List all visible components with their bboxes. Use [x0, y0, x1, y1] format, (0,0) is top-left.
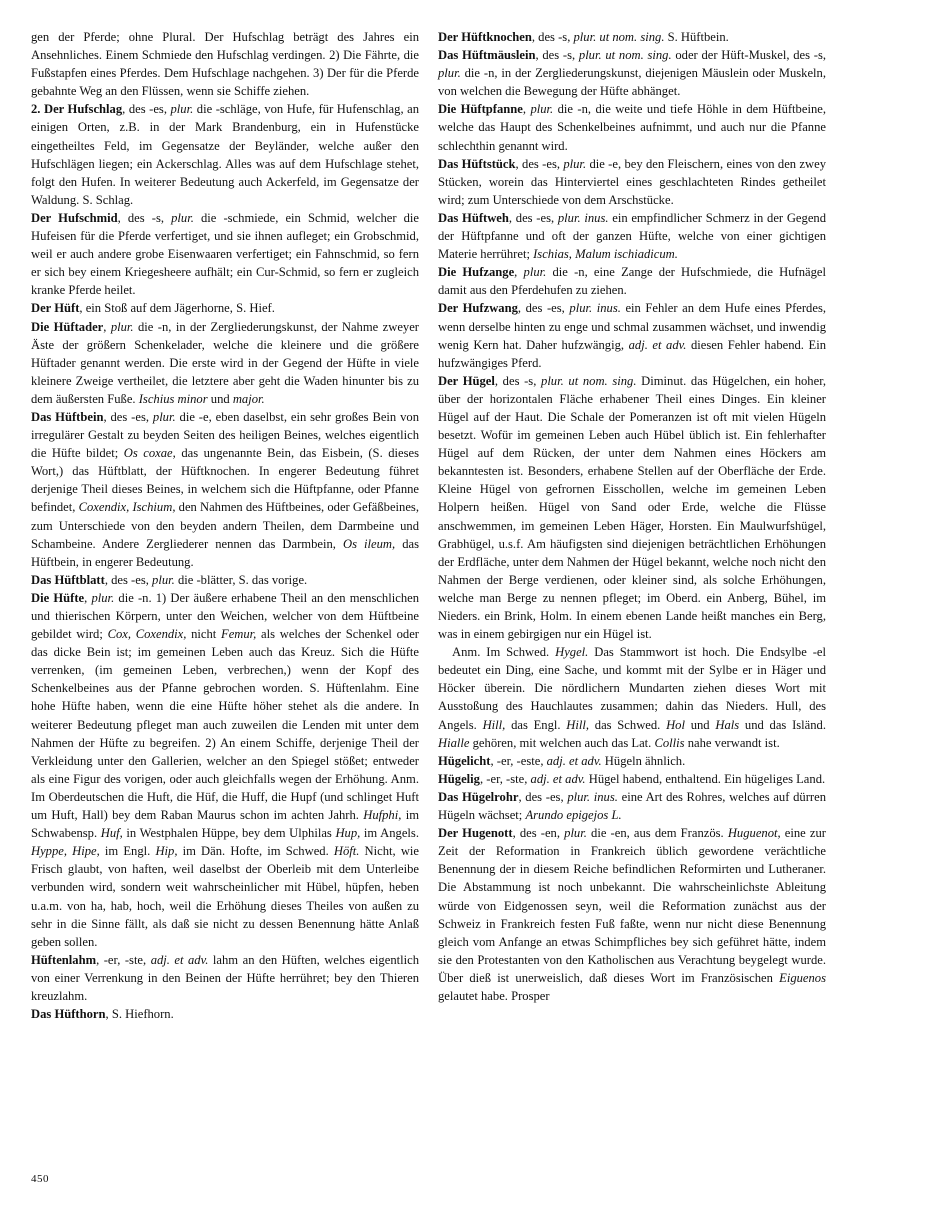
italic-term: Hip,: [155, 844, 178, 859]
italic-term: Femur,: [221, 627, 257, 642]
entry-text: als welches der Schenkel oder das dicke Bein ist; im gemeinen Leben auch das Kreuz. Sich die Hüfte verrenken, (im gemeinen Leben, verbrechen,) wenn der Kopf des Schenkelbeines aus der Pfanne gebrochen worden. S. Hüftenlahm. Eine hohe Hüfte haben, wenn die eine Hüfte höher stehet als die andere. In weiterer Bedeutung pfleget man auch zuweilen die Lenden mit unter dem Nahmen der Hüfte zu begreifen. 2) An einem Schiffe, derjenige Theil der Verkleidung unter den Gallerien, welcher an den Spiegel stößet; entweder als eine Figur des vorigen, oder auch gleichfalls wegen der Erhöhung. Anm. Im Oberdeutschen die Huft, die Hüf, die Huff, die Hupf (und schlinget Huft um Huft, Hall) bey dem Raban Maurus schon im achten Jahrh.: [31, 627, 419, 823]
entry-text: Hügeln ähnlich.: [601, 753, 686, 768]
entry-headword: Das Hüftweh: [438, 210, 509, 225]
entry-text: , S. Hiefhorn.: [105, 1007, 174, 1022]
italic-term: Hygel.: [555, 645, 589, 660]
entry-text: das Engl.: [505, 717, 567, 732]
italic-term: adj. et adv.: [150, 952, 209, 967]
entry-headword: Das Hügelrohr: [438, 789, 519, 804]
entry-text: die -n, die weite und tiefe Höhle in dem Hüftbeine, welche das Haupt des Schenkelbeines aufnimmt, und auch nur die Pfanne schlechthin genannt wird.: [438, 102, 826, 153]
entry-text: diesen Fehler habend. Ein hufzwängiges Pferd.: [438, 337, 826, 370]
italic-term: adj. et adv.: [530, 771, 586, 786]
entry-text: im Engl.: [99, 844, 156, 859]
entry-text: , des -es,: [103, 409, 153, 424]
entry-text: ein Fehler an dem Hufe eines Pferdes, wenn derselbe hinten zu enge und schmal zusammen wächset, und inwendig wenig Kern hat. Daher hufzwängig,: [438, 301, 826, 352]
entry-text: , des -s,: [531, 30, 574, 44]
entry-headword: Die Hüfte: [31, 590, 85, 605]
italic-term: plur.: [563, 156, 587, 171]
italic-term: Huguenot,: [727, 826, 781, 841]
entry-text: das ungenannte Bein, das Eisbein, (S. dieses Wort,) das Hüftblatt, der Hüftknochen. In engerer Bedeutung führet derjenige Theil dieses Beines, in welchem sich die Hüftpfanne, oder Pfanne befindet,: [31, 446, 420, 515]
italic-term: Ischias, Malum ischiadicum.: [533, 247, 678, 262]
italic-term: plur. inus.: [567, 789, 618, 804]
entry-text: , des -es,: [104, 572, 153, 587]
italic-term: plur.: [91, 590, 115, 605]
italic-term: major.: [232, 391, 265, 406]
entry-text: die -n, in der Zergliederungskunst, der Nahme zweyer Äste der größern Schenkelader, welche die kleinere und die größere Hüftader genannt werden. Die erste wird in der Gegend der Hüfte in viele kleinere Zweige vertheilet, die letztere aber geht die Waden hinunter bis zu dem äußersten Fuße.: [31, 319, 420, 406]
entry-text: gelautet habe. Prosper: [438, 988, 550, 1003]
entry-headword: Die Hüftader: [31, 319, 104, 334]
entry-text: die -e, eben daselbst, ein sehr großes Bein von irregulärer Gestalt zu beyden Seiten des heiligen Beines, welches eigentlich die Hüfte bildet;: [31, 409, 419, 461]
dictionary-entry: [31, 1005, 419, 1023]
italic-term: Arundo epigejos L.: [525, 808, 622, 823]
entry-text: das Hüftbein, in engerer Bedeutung.: [31, 536, 419, 569]
entry-headword: Das Hüftbein: [31, 409, 104, 424]
italic-term: Huf,: [100, 826, 123, 841]
entry-text: , -er, -este,: [490, 753, 547, 768]
entry-text: ,: [514, 265, 524, 280]
entry-text: die -en, aus dem Französ.: [586, 826, 728, 841]
entry-headword: Der Hugenott: [438, 826, 513, 841]
italic-term: Höft.: [333, 844, 360, 859]
entry-text: und: [684, 717, 716, 732]
entry-text: eine zur Zeit der Reformation in Frankreich üblich gewordene verächtliche Benennung der in diesem Reiche befindlichen Reformirten und Lutheraner. Die Abstammung ist noch unbekannt. Die wahrscheinlichste Ableitung würde von Eidgenossen seyn, weil die Reformation zunächst aus der Schweiz in Frankreich festen Fuß faßte, wenn nur nicht diese Benennung gleich vom Anfange an etwas Schimpfliches bey sich geführet hätte, indem sie den Protestanten von den Katholischen aus Verachtung beygelegt wurde. Über dieß ist unerweislich, daß dieses Wort im Französischen: [438, 826, 826, 985]
dictionary-entry: [438, 770, 826, 788]
italic-term: Hialle: [438, 735, 470, 750]
right-column: [438, 28, 826, 1005]
italic-term: adj. et adv.: [628, 337, 687, 352]
entry-text: Das Stammwort ist hoch. Die Endsylbe -el bedeutet ein Ding, eine Sache, und kommt mit der Sylbe er in Häger und Höcker überein. Die nördlichern Mundarten ziehen dieses Wort mit Ausstoßung des Hauchlautes zusammen; dahin das Nieders. Hull, des Angels.: [438, 645, 826, 732]
dictionary-entry: [31, 28, 419, 100]
entry-text: im Dän. Hofte, im Schwed.: [177, 844, 334, 859]
italic-term: plur.: [530, 102, 554, 117]
entry-text: Diminut. das Hügelchen, ein hoher, über der horizontalen Fläche erhabener Theil eines Dinges. Ein kleiner Hügel auf der Haut. Die Schale der Pomeranzen ist oft mit vielen Hügeln besetzt. Wofür im gemeinen Leben auch Hübel üblich ist. Ein fehlerhafter Hügel auf dem Rücken, der unter dem Nahmen eines Höckers am bekanntesten ist. Besonders, erhabene Stellen auf der Oberfläche der Erde. Kleine Hügel von gefrornen Eisschollen, welche im gemeinen Leben Holpern heißen. Hügel von Sand oder Erde, welche die Flüsse anschwemmen, im gemeinen Leben Häger, Horsten. Ein Maulwurfshügel, Grabhügel, u.s.f. Am häufigsten sind diejenigen beträchtlichen Erhöhungen der Erdfläche, unter dem Nahmen der Hügel bekannt, welche noch nicht den Nahmen der Berge verdienen, oder kleiner sind, als solche Erhöhungen, welche man Berge zu nennen pfleget; im Oberd. ein Anberg, Bühel, im Nieders. ein Brink, Holm. In einem ebenen Lande heißt manches ein Berg, was in einem gebirgigen nur ein Hügel ist.: [438, 373, 827, 642]
italic-term: plur.: [438, 66, 461, 81]
italic-term: Hufphi,: [363, 808, 402, 823]
dictionary-entry: [438, 28, 826, 46]
dictionary-entry: [31, 589, 419, 951]
italic-term: plur.: [523, 265, 547, 280]
dictionary-entry: [31, 951, 419, 1005]
italic-term: Ischius minor: [138, 391, 208, 406]
entry-text: im Angels.: [360, 826, 419, 841]
entry-text: , -er, -ste,: [96, 952, 151, 967]
entry-text: ,: [103, 319, 111, 334]
dictionary-entry: [438, 100, 826, 154]
entry-text: ,: [522, 102, 531, 117]
italic-term: Hol: [666, 717, 685, 732]
italic-term: plur.: [564, 826, 587, 841]
italic-term: plur.: [110, 319, 134, 334]
italic-term: plur. inus.: [569, 301, 621, 316]
italic-term: Coxendix, Ischium,: [78, 500, 176, 515]
entry-text: die -schmiede, ein Schmid, welcher die Hufeisen für die Pferde verfertiget, und sie ihnen aufleget; ein Grobschmid, weil er auch andere grobe Eisenwaaren verfertiget; ein Fahnschmid, so fern er sich bey einem Kriegesheere aufhält; ein Cur-Schmid, so fern er zugleich kranke Pferde heilet.: [31, 210, 420, 298]
entry-headword: Hügelicht: [438, 753, 491, 768]
italic-term: plur. ut nom. sing.: [573, 30, 665, 44]
italic-term: Hals: [715, 717, 740, 732]
entry-text: oder der Hüft-Muskel, des -s,: [671, 48, 826, 63]
italic-term: plur.: [170, 102, 194, 117]
entry-text: die -blätter, S. das vorige.: [174, 572, 308, 587]
dictionary-entry: [438, 263, 826, 299]
entry-text: , des -s,: [494, 373, 542, 388]
entry-text: die -n. 1) Der äußere erhabene Theil an den menschlichen und thierischen Körpern, unter den Weichen, welcher von dem Hüftbeine gebildet wird;: [31, 590, 420, 642]
italic-term: plur.: [152, 409, 176, 424]
italic-term: plur. ut nom. sing.: [541, 373, 637, 388]
entry-headword: Der Hüft: [31, 301, 80, 316]
italic-term: Collis: [654, 735, 685, 750]
entry-text: nicht: [186, 627, 221, 642]
entry-headword: Der Hüftknochen: [438, 30, 532, 44]
entry-text: und: [207, 391, 233, 406]
italic-term: Hill,: [566, 717, 590, 732]
dictionary-entry: [438, 299, 826, 371]
italic-term: plur. inus.: [557, 210, 609, 225]
dictionary-entry: [438, 46, 826, 100]
entry-headword: Das Hüftstück: [438, 156, 516, 171]
entry-text: , des -en,: [512, 826, 565, 841]
italic-term: plur. ut nom. sing.: [578, 48, 672, 63]
entry-text: die -n, in der Zergliederungskunst, diejenigen Mäuslein oder Muskeln, von welchen die Bewegung der Hüfte abhänget.: [438, 66, 826, 99]
left-column: [31, 28, 419, 1023]
dictionary-entry: [31, 571, 419, 589]
italic-term: plur.: [152, 572, 175, 587]
entry-text: , des -s,: [535, 48, 579, 63]
dictionary-entry: [438, 824, 826, 1005]
entry-text: gehören, mit welchen auch das Lat.: [469, 735, 655, 750]
italic-term: adj. et adv.: [546, 753, 602, 768]
entry-text: ,: [84, 590, 92, 605]
entry-text: im Schwabensp.: [31, 808, 419, 841]
dictionary-entry: [31, 100, 419, 209]
entry-text: und das Isländ.: [739, 717, 826, 732]
dictionary-entry: [438, 372, 826, 643]
italic-term: Cox, Coxendix,: [107, 627, 187, 642]
dictionary-entry: [31, 209, 419, 299]
entry-text: die -n, eine Zange der Hufschmiede, die Hufnägel damit aus den Pferdehufen zu ziehen.: [438, 265, 827, 298]
entry-headword: 2. Der Hufschlag: [31, 102, 123, 117]
entry-text: , des -es,: [515, 156, 564, 171]
entry-text: die -e, bey den Fleischern, eines von den zwey Stücken, worein das Hinterviertel eines geschlachteten Rindes getheilet wird; zum Unterschiede von dem Arschstücke.: [438, 156, 827, 207]
entry-text: Nicht, wie Frisch glaubt, von haften, weil daselbst der Oberleib mit dem Unterleibe verbunden wird, sondern weit wahrscheinlicher mit Hübel, hüpfen, heben u.a.m. von ha, hab, hoch, weil die Erhöhung dieses Theiles von außen zu sehr in die Sinne fällt, als daß sie nicht zu dessen Benennung hätte Anlaß geben sollen.: [31, 844, 420, 949]
entry-headword: Die Hufzange: [438, 265, 515, 280]
entry-text: Anm. Im Schwed.: [452, 645, 556, 660]
entry-headword: Das Hüfthorn: [31, 1007, 106, 1022]
page-number: 450: [31, 1173, 49, 1185]
entry-headword: Hügelig: [438, 771, 480, 786]
italic-term: Eiguenos: [779, 970, 826, 985]
italic-term: Hup,: [335, 826, 361, 841]
dictionary-entry: [438, 155, 826, 209]
dictionary-entry: [31, 408, 419, 571]
italic-term: Hyppe, Hipe,: [31, 844, 100, 859]
entry-headword: Der Hufschmid: [31, 210, 118, 225]
dictionary-entry: [31, 318, 419, 408]
dictionary-entry: [438, 209, 826, 263]
entry-text: , -er, -ste,: [479, 771, 531, 786]
entry-text: die -schläge, von Hufe, für Hufenschlag, an einigen Orten, z.B. in der Mark Brandenburg, ein in Hufenstücke eingetheiltes Feld, im Gegensatze der Beyländer, welche außer den Hufschlägen liegen; ein Ackerschlag. Alles was auf dem Hufschlage stehet, folgt den Hufen. In weiterer Bedeutung auch Ackerfeld, im Gegensatze der Waldung. S. Schlag.: [31, 102, 420, 207]
dictionary-entry: [438, 643, 826, 752]
entry-headword: Das Hüftmäuslein: [438, 48, 536, 63]
entry-headword: Der Hufzwang: [438, 301, 518, 316]
entry-text: lahm an den Hüften, welches eigentlich von einer Verrenkung in den Beinen der Hüfte herrühret; bey den Thieren kreuzlahm.: [31, 952, 419, 1003]
entry-headword: Die Hüftpfanne: [438, 102, 523, 117]
entry-text: nahe verwandt ist.: [684, 735, 780, 750]
entry-text: , des -es,: [508, 210, 558, 225]
entry-headword: Hüftenlahm: [31, 952, 97, 967]
entry-text: Hügel habend, enthaltend. Ein hügeliges Land.: [585, 771, 826, 786]
entry-text: den Nahmen des Hüftbeines, oder Gefäßbeines, zum Unterschiede von den beyden andern Theilen, dem Darmbeine und Schambeine. Andere Zergliederer nennen das Darmbein,: [31, 500, 419, 551]
entry-text: das Schwed.: [589, 717, 667, 732]
entry-text: S. Hüftbein.: [664, 30, 729, 44]
italic-term: Hill,: [482, 717, 506, 732]
italic-term: Os coxae,: [123, 446, 176, 461]
entry-headword: Das Hüftblatt: [31, 572, 105, 587]
entry-text: , des -s,: [117, 210, 172, 225]
entry-text: ein empfindlicher Schmerz in der Gegend der Hüftpfanne und oft der ganzen Hüfte, welche von einer gichtigen Materie herrühret;: [438, 210, 826, 262]
entry-text: gen der Pferde; ohne Plural. Der Hufschlag beträgt des Jahres ein Ansehnliches. Einem Schmiede den Hufschlag verdingen. 2) Die Fährte, die Fußstapfen eines Pferdes. Dem Hufschlage nachgehen. 3) Der für die Pferde gebahnte Weg an den Flüssen, wenn sie Schiffe ziehen.: [31, 30, 419, 99]
entry-text: in Westphalen Hüppe, bey dem Ulphilas: [122, 826, 336, 841]
entry-text: , des -es,: [518, 789, 568, 804]
dictionary-entry: [31, 299, 419, 317]
entry-text: , des -es,: [517, 301, 570, 316]
entry-text: eine Art des Rohres, welches auf dürren Hügeln wächset;: [438, 789, 826, 823]
entry-text: , des -es,: [122, 102, 171, 117]
dictionary-entry: [438, 752, 826, 770]
italic-term: plur.: [171, 210, 194, 225]
entry-text: , ein Stoß auf dem Jägerhorne, S. Hief.: [79, 301, 275, 316]
dictionary-entry: [438, 788, 826, 824]
entry-headword: Der Hügel: [438, 373, 495, 388]
italic-term: Os ileum,: [342, 536, 396, 551]
